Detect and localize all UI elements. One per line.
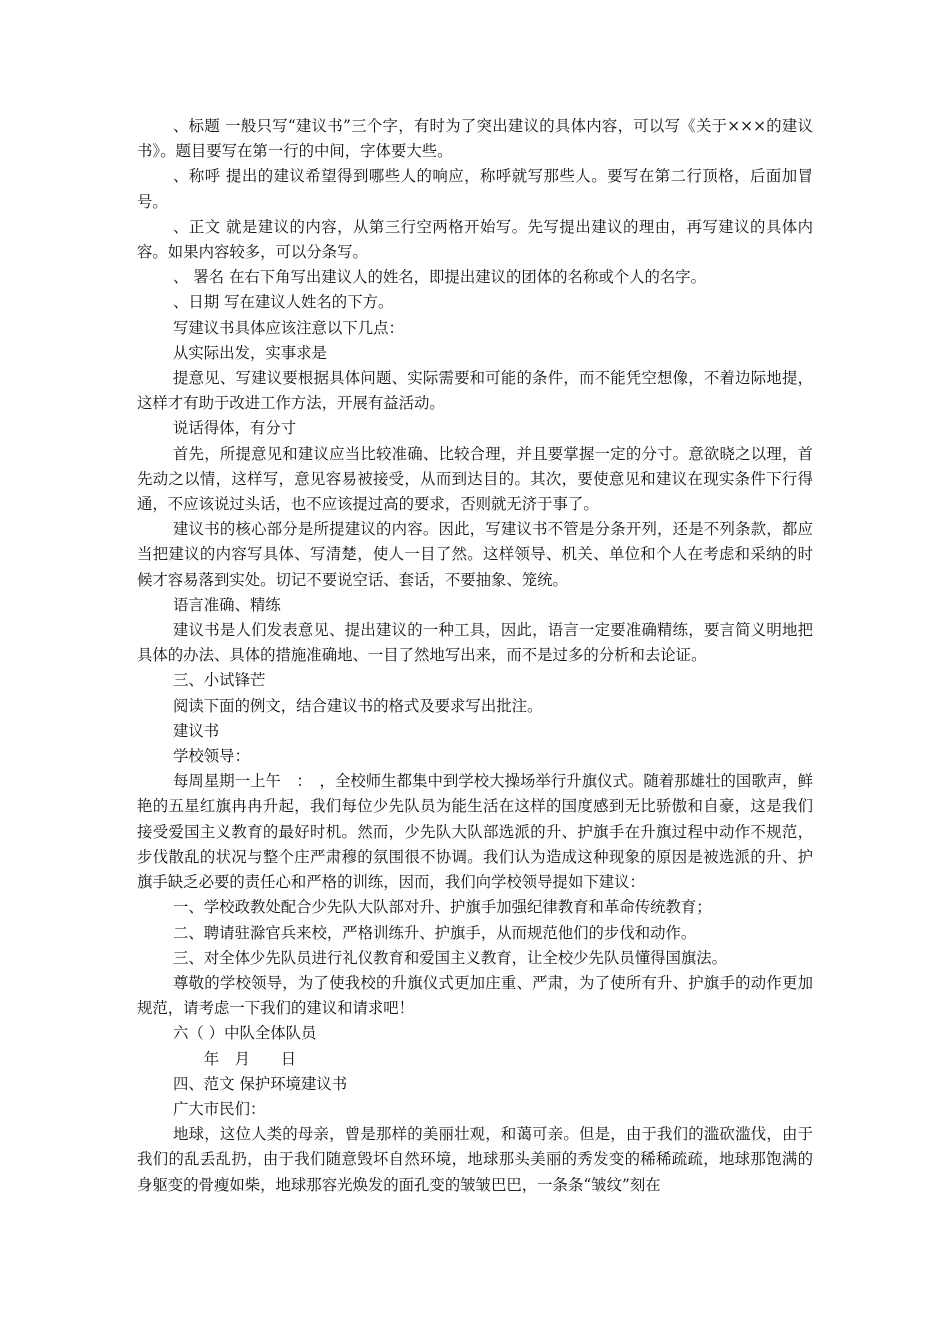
example-date: 年 月 日	[173, 1049, 297, 1068]
example-suggestion-2: 二、聘请驻滁官兵来校，严格训练升、护旗手，从而规范他们的步伐和动作。	[173, 923, 697, 942]
section-heading-practice: 三、小试锋芒	[173, 671, 266, 690]
paragraph-date-format: 、日期 写在建议人姓名的下方。	[173, 293, 394, 312]
paragraph-salutation-format: 、称呼 提出的建议希望得到哪些人的响应，称呼就写那些人。要写在第二行顶格，后面加冒号。	[137, 167, 813, 211]
paragraph-core-content: 建议书的核心部分是所提建议的内容。因此，写建议书不管是分条开列，还是不列条款，都应当把建议的内容写具体、写清楚，使人一目了然。这样领导、机关、单位和个人在考虑和采纳的时候才容易落到实处。切记不要说空话、套话，不要抽象、笼统。	[137, 520, 813, 589]
paragraph-notes-intro: 写建议书具体应该注意以下几点：	[173, 318, 404, 337]
paragraph-body-format: 、正文 就是建议的内容，从第三行空两格开始写。先写提出建议的理由，再写建议的具体内容。如果内容较多，可以分条写。	[137, 217, 813, 262]
document-body	[137, 114, 813, 1198]
example-suggestion-3: 三、对全体少先队员进行礼仪教育和爱国主义教育，让全校少先队员懂得国旗法。	[173, 948, 728, 967]
example-salutation: 学校领导：	[173, 747, 250, 766]
section-heading-model: 四、范文 保护环境建议书	[173, 1074, 348, 1093]
model-body: 地球，这位人类的母亲，曾是那样的美丽壮观，和蔼可亲。但是，由于我们的滥砍滥伐，由于我们的乱丢乱扔，由于我们随意毁坏自然环境，地球那头美丽的秀发变的稀稀疏疏，地球那饱满的身躯变的骨瘦如柴，地球那容光焕发的面孔变的皱皱巴巴，一条条“皱纹”刻在	[137, 1125, 813, 1194]
heading-appropriate-speech: 说话得体，有分寸	[173, 419, 297, 438]
heading-language: 语言准确、精练	[173, 595, 281, 614]
paragraph-language: 建议书是人们发表意见、提出建议的一种工具，因此，语言一定要准确精练，要言简义明地把具体的办法、具体的措施准确地、一目了然地写出来，而不是过多的分析和去论证。	[137, 621, 813, 665]
example-signature: 六（ ）中队全体队员	[173, 1024, 317, 1043]
paragraph-practical: 提意见、写建议要根据具体问题、实际需要和可能的条件，而不能凭空想像，不着边际地提，这样才有助于改进工作方法，开展有益活动。	[137, 369, 813, 413]
example-body: 每周星期一上午 ： ，全校师生都集中到学校大操场举行升旗仪式。随着那雄壮的国歌声，鲜艳的五星红旗冉冉升起，我们每位少先队员为能生活在这样的国度感到无比骄傲和自豪，这是我们接受爱国主义教育的最好时机。然而，少先队大队部选派的升、护旗手在升旗过程中动作不规范，步伐散乱的状况与整个庄严肃穆的氛围很不协调。我们认为造成这种现象的原因是被选派的升、护旗手缺乏必要的责任心和严格的训练，因而，我们向学校领导提如下建议：	[137, 772, 813, 892]
heading-practical: 从实际出发，实事求是	[173, 343, 327, 362]
paragraph-signature-format: 、 署名 在右下角写出建议人的姓名，即提出建议的团体的名称或个人的名字。	[173, 268, 707, 287]
paragraph-appropriate-speech: 首先，所提意见和建议应当比较准确、比较合理，并且要掌握一定的分寸。意欲晓之以理，首先动之以情，这样写，意见容易被接受，从而到达目的。其次，要使意见和建议在现实条件下行得通，不应该说过头话，也不应该提过高的要求，否则就无济于事了。	[137, 444, 813, 514]
example-closing: 尊敬的学校领导，为了使我校的升旗仪式更加庄重、严肃，为了使所有升、护旗手的动作更加规范，请考虑一下我们的建议和请求吧！	[137, 973, 813, 1018]
paragraph-title-format: 、标题 一般只写“建议书”三个字，有时为了突出建议的具体内容，可以写《关于×××的建议书》。题目要写在第一行的中间，字体要大些。	[137, 117, 813, 161]
example-title: 建议书	[173, 721, 220, 740]
model-salutation: 广大市民们：	[173, 1099, 266, 1118]
paragraph-practice-instruction: 阅读下面的例文，结合建议书的格式及要求写出批注。	[173, 696, 543, 715]
example-suggestion-1: 一、学校政教处配合少先队大队部对升、护旗手加强纪律教育和革命传统教育；	[173, 898, 712, 917]
